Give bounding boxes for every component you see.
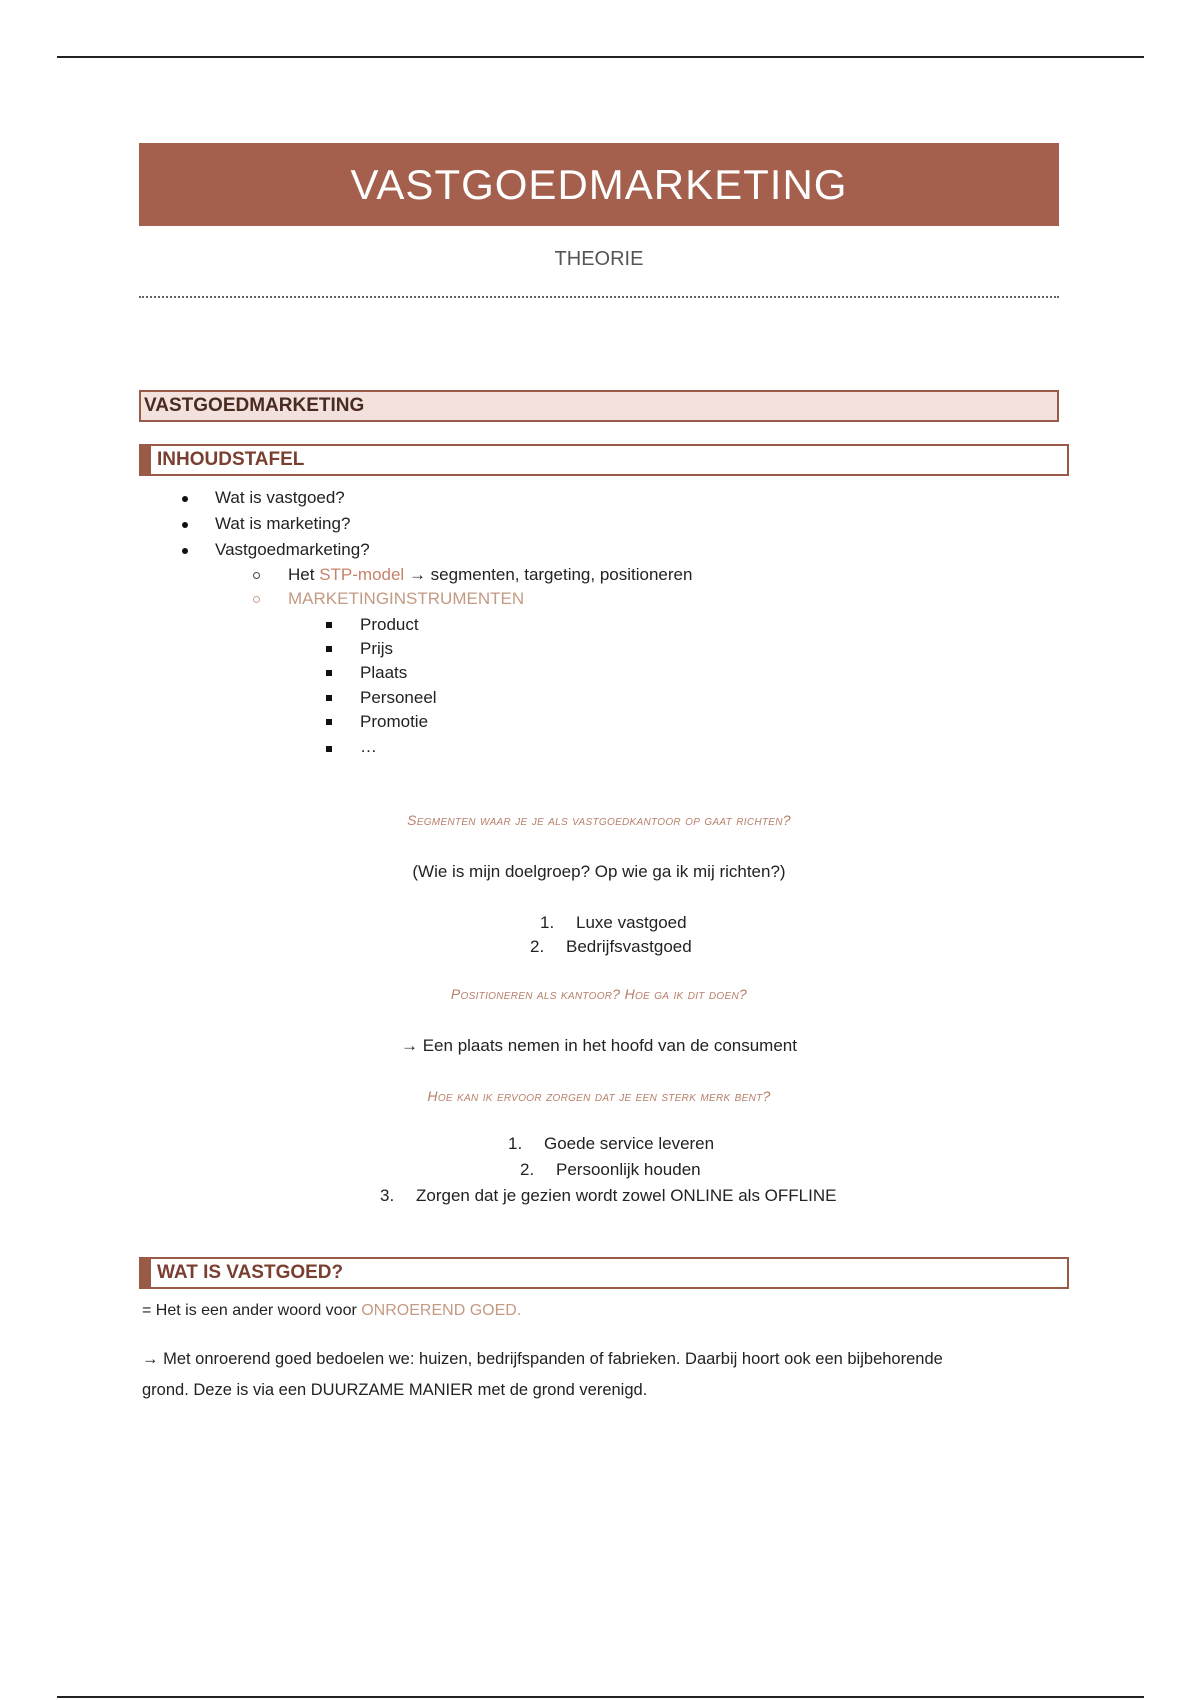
brand-text: Zorgen dat je gezien wordt zowel ONLINE als OFFLINE — [416, 1186, 837, 1205]
brand-text: Goede service leveren — [544, 1134, 715, 1153]
bullet-icon — [182, 522, 188, 528]
segments-note: (Wie is mijn doelgroep? Op wie ga ik mij richten?) — [412, 862, 786, 881]
segments-heading: Segmenten waar je je als vastgoedkantoor op gaat richten? — [407, 812, 791, 828]
section-heading-vastgoedmarketing: VASTGOEDMARKETING — [139, 390, 1059, 422]
dotted-divider — [139, 296, 1059, 298]
toc-subitem-instruments: MARKETINGINSTRUMENTEN — [288, 589, 525, 608]
segment-text: Luxe vastgoed — [576, 913, 687, 932]
section-heading-inhoudstafel: INHOUDSTAFEL — [139, 444, 1069, 476]
vastgoed-paragraph-line-1: → Met onroerend goed bedoelen we: huizen, bedrijfspanden of fabrieken. Daarbij hoort ook een bijbehorende — [142, 1350, 943, 1368]
brand-item — [380, 1186, 836, 1206]
circle-bullet-icon — [253, 596, 260, 603]
brand-text: Persoonlijk houden — [556, 1160, 701, 1179]
bullet-icon — [182, 548, 188, 554]
bottom-rule — [57, 1696, 1144, 1698]
positioning-text: → Een plaats nemen in het hoofd van de consument — [401, 1036, 797, 1055]
vastgoed-paragraph-line-2: grond. Deze is via een DUURZAME MANIER met de grond verenigd. — [142, 1381, 648, 1399]
instrument-item: … — [360, 737, 377, 756]
square-bullet-icon — [326, 746, 332, 752]
toc-item: Wat is marketing? — [215, 514, 351, 533]
toc-item: Vastgoedmarketing? — [215, 540, 370, 559]
section-heading-wat-is-vastgoed: WAT IS VASTGOED? — [139, 1257, 1069, 1289]
segment-text: Bedrijfsvastgoed — [566, 937, 692, 956]
square-bullet-icon — [326, 670, 332, 676]
stp-suffix: → segmenten, targeting, positioneren — [404, 565, 693, 584]
instrument-item: Promotie — [360, 712, 429, 731]
toc-item: Wat is vastgoed? — [215, 488, 345, 507]
instrument-item: Product — [360, 615, 419, 634]
definition-term: ONROEREND GOED. — [361, 1302, 522, 1319]
toc-subitem-stp — [288, 565, 692, 585]
title-banner: VASTGOEDMARKETING — [139, 143, 1059, 226]
vastgoed-definition — [142, 1302, 521, 1320]
top-rule — [57, 56, 1144, 58]
list-number: 3. — [380, 1186, 395, 1205]
list-number: 2. — [530, 937, 545, 956]
instrument-item: Plaats — [360, 663, 408, 682]
instrument-item: Personeel — [360, 688, 437, 707]
segment-item — [530, 937, 692, 957]
subtitle: THEORIE — [554, 248, 644, 270]
square-bullet-icon — [326, 622, 332, 628]
stp-term: STP-model — [319, 565, 405, 584]
brand-item — [520, 1160, 701, 1180]
circle-bullet-icon — [253, 572, 260, 579]
list-number: 1. — [508, 1134, 523, 1153]
square-bullet-icon — [326, 719, 332, 725]
brand-heading: Hoe kan ik ervoor zorgen dat je een sterk merk bent? — [427, 1088, 771, 1104]
square-bullet-icon — [326, 646, 332, 652]
list-number: 1. — [540, 913, 555, 932]
list-number: 2. — [520, 1160, 535, 1179]
brand-item — [508, 1134, 714, 1154]
instrument-item: Prijs — [360, 639, 394, 658]
positioning-heading: Positioneren als kantoor? Hoe ga ik dit doen? — [450, 986, 748, 1002]
segment-item — [540, 913, 687, 933]
bullet-icon — [182, 496, 188, 502]
definition-prefix: = Het is een ander woord voor — [142, 1302, 362, 1319]
square-bullet-icon — [326, 695, 332, 701]
stp-prefix: Het — [288, 565, 320, 584]
